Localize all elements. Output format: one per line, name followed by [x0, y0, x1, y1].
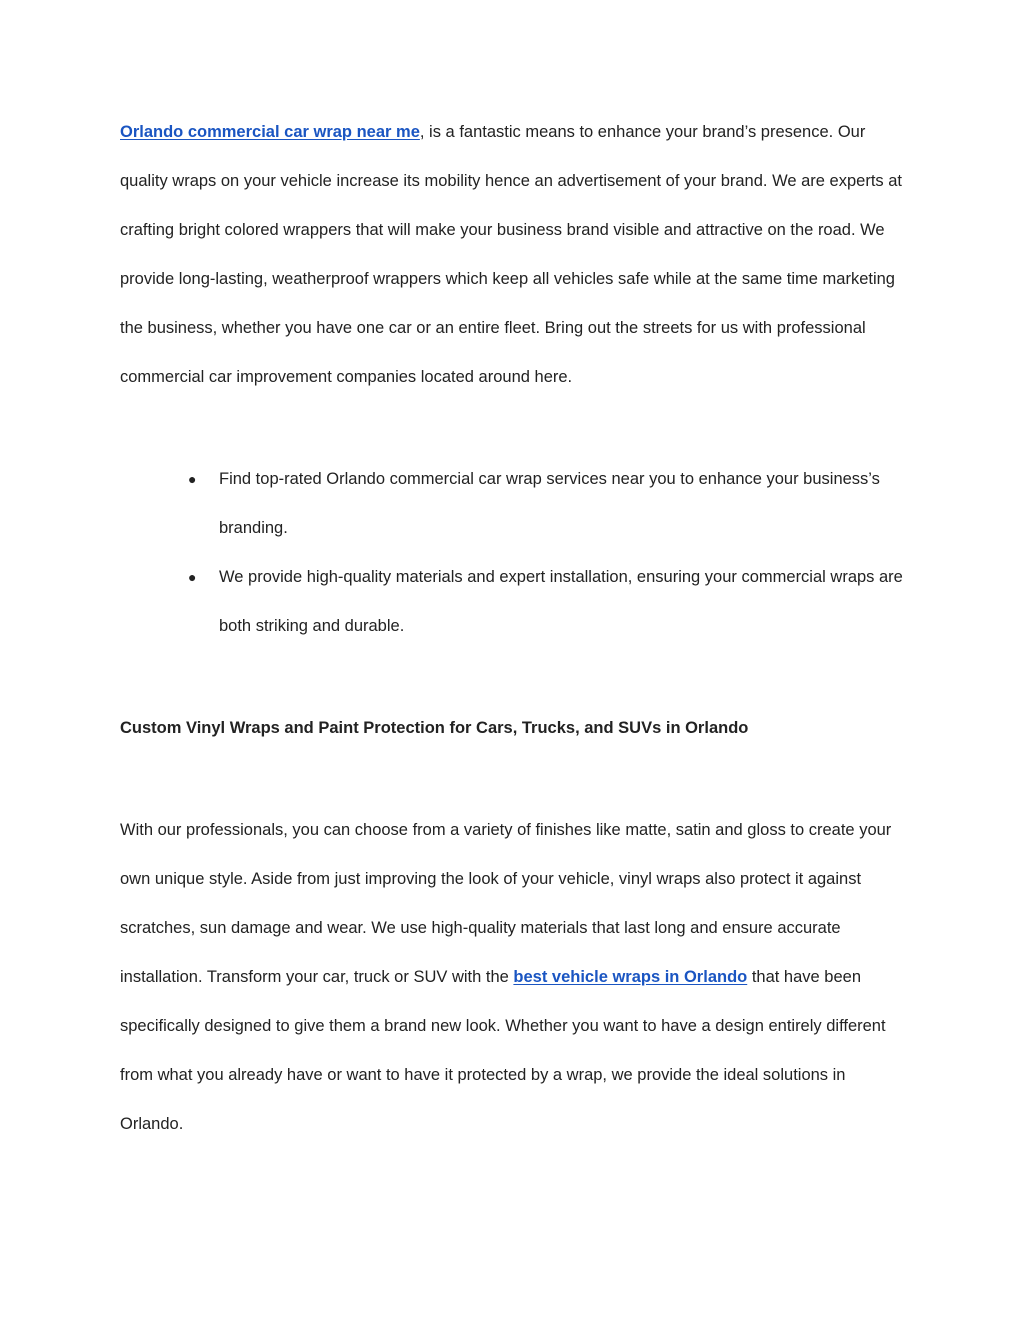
intro-paragraph: [120, 108, 910, 402]
section-paragraph: [120, 806, 910, 1149]
orlando-car-wrap-link[interactable]: Orlando commercial car wrap near me: [120, 123, 420, 141]
bullet-icon: ●: [188, 471, 197, 487]
list-item: [120, 553, 910, 651]
document-body: [120, 108, 910, 1149]
bullet-icon: ●: [188, 569, 197, 585]
bullet-text: We provide high-quality materials and expert installation, ensuring your commercial wraps are both striking and durable.: [219, 568, 903, 635]
bullet-text: Find top-rated Orlando commercial car wrap services near you to enhance your business’s branding.: [219, 470, 880, 537]
section-text-after-link: that have been specifically designed to give them a brand new look. Whether you want to have a design entirely different from what you already have or want to have it protected by a wrap, we provide the ideal solutions in Orlando.: [120, 968, 886, 1133]
intro-text: , is a fantastic means to enhance your brand’s presence. Our quality wraps on your vehicle increase its mobility hence an advertisement of your brand. We are experts at crafting bright colored wrappers that will make your business brand visible and attractive on the road. We provide long-lasting, weatherproof wrappers which keep all vehicles safe while at the same time marketing the business, whether you have one car or an entire fleet. Bring out the streets for us with professional commercial car improvement companies located around here.: [120, 123, 903, 386]
list-item: [120, 455, 910, 553]
bullet-list: [120, 455, 910, 651]
section-heading: Custom Vinyl Wraps and Paint Protection for Cars, Trucks, and SUVs in Orlando: [120, 719, 749, 737]
section-text-before-link: With our professionals, you can choose from a variety of finishes like matte, satin and gloss to create your own unique style. Aside from just improving the look of your vehicle, vinyl wraps also protect it against scratches, sun damage and wear. We use high-quality materials that last long and ensure accurate installation. Transform your car, truck or SUV with the: [120, 821, 892, 986]
best-vehicle-wraps-link[interactable]: best vehicle wraps in Orlando: [513, 968, 748, 986]
